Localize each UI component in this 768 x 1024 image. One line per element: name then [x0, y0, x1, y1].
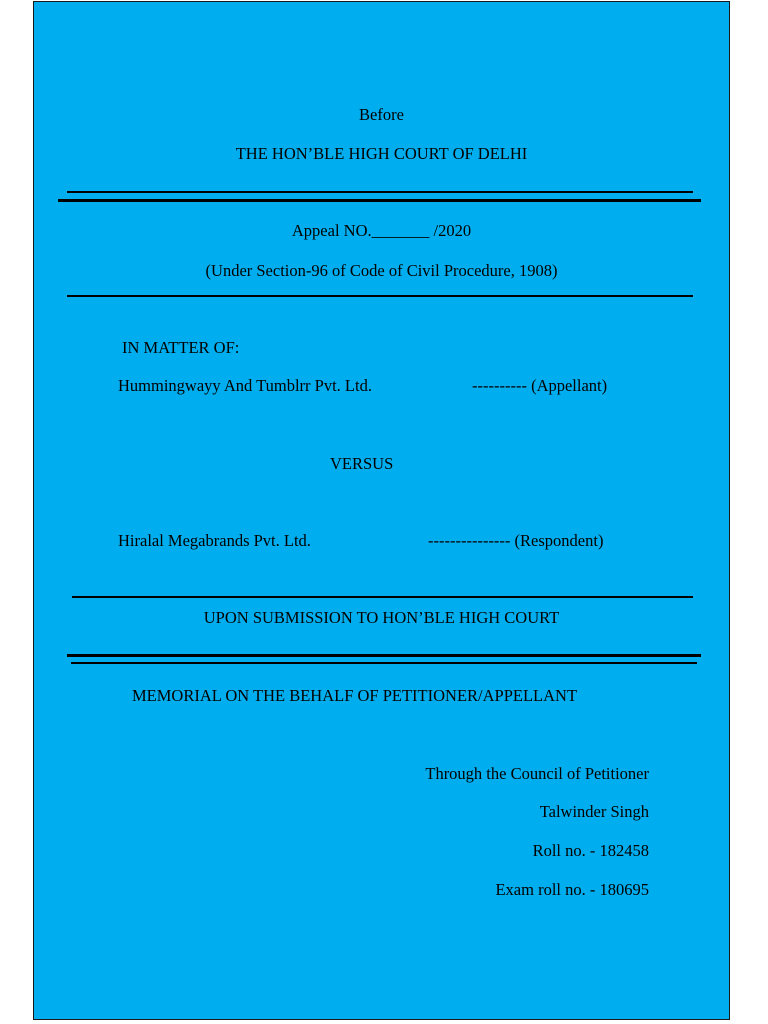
counsel-name: Talwinder Singh: [539, 802, 649, 821]
counsel-roll: Roll no. - 182458: [532, 841, 649, 860]
memorial-heading: MEMORIAL ON THE BEHALF OF PETITIONER/APPELLANT: [132, 686, 578, 705]
memorial-cover-page: [33, 1, 730, 1020]
counsel-exam-roll: Exam roll no. - 180695: [495, 880, 649, 899]
divider-rule: [67, 295, 693, 297]
divider-rule: [67, 191, 693, 193]
counsel-through: Through the Council of Petitioner: [425, 764, 649, 783]
respondent-name: Hiralal Megabrands Pvt. Ltd.: [118, 531, 311, 550]
divider-rule: [67, 654, 701, 657]
appellant-role: ---------- (Appellant): [472, 376, 608, 395]
appellant-name: Hummingwayy And Tumblrr Pvt. Ltd.: [118, 376, 372, 395]
divider-rule: [58, 199, 701, 202]
divider-rule: [71, 662, 697, 664]
matter-heading: IN MATTER OF:: [122, 338, 240, 357]
before-label: Before: [359, 105, 404, 124]
respondent-role: --------------- (Respondent): [428, 531, 604, 550]
appeal-number: Appeal NO._______ /2020: [291, 221, 472, 240]
versus-label: VERSUS: [330, 454, 394, 473]
appeal-section: (Under Section-96 of Code of Civil Procedure, 1908): [205, 261, 558, 280]
submission-heading: UPON SUBMISSION TO HON’BLE HIGH COURT: [203, 608, 560, 627]
divider-rule: [72, 596, 693, 598]
court-title: THE HON’BLE HIGH COURT OF DELHI: [235, 144, 528, 163]
